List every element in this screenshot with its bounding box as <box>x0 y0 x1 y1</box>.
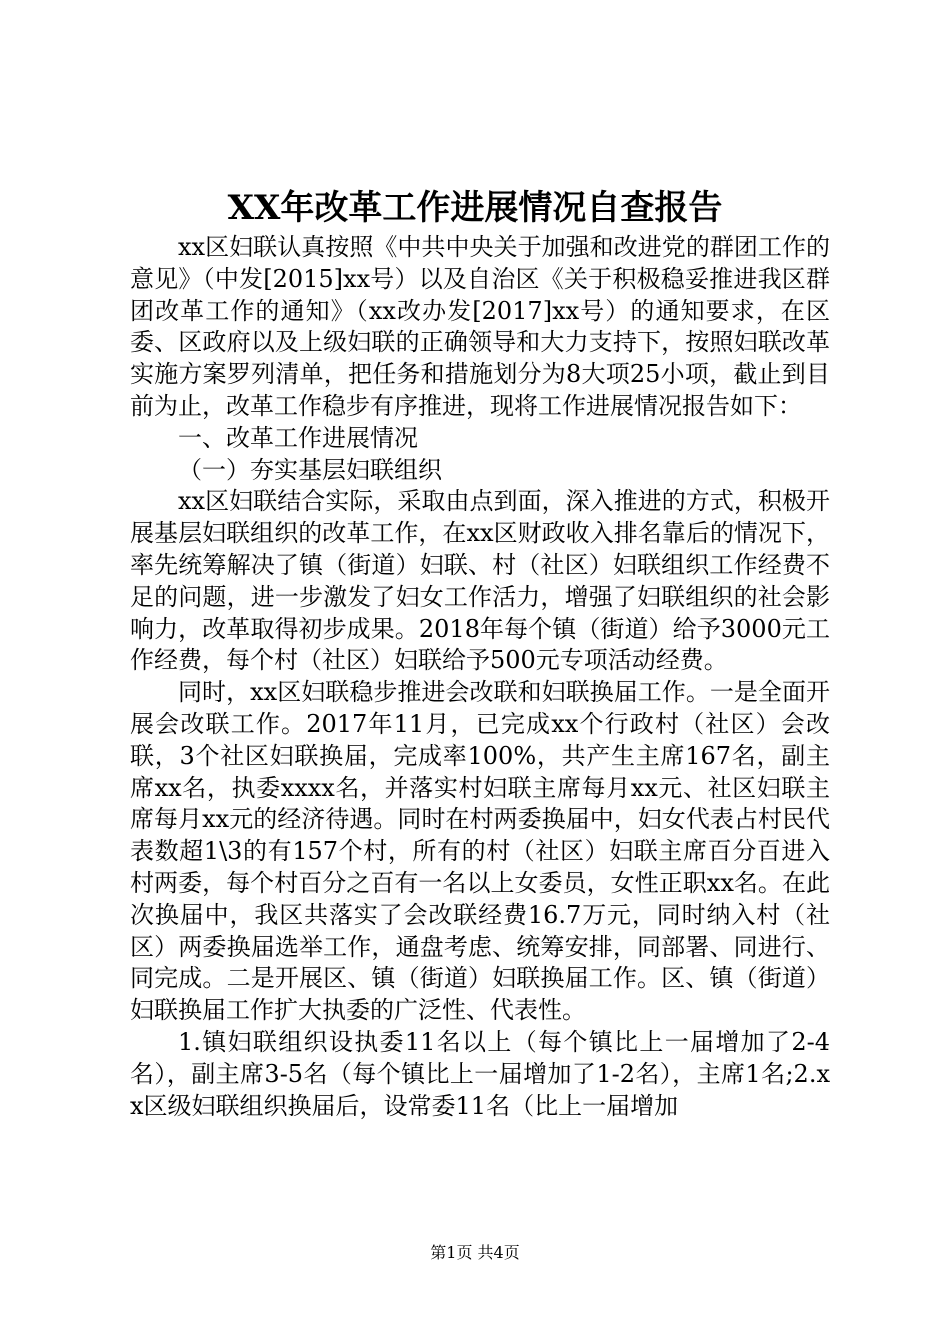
paragraph-reform-election: 同时，xx区妇联稳步推进会改联和妇联换届工作。一是全面开展会改联工作。2017年11月，已完成xx个行政村（社区）会改联，3个社区妇联换届，完成率100%，共产生主席167名，副主席xx名，执委xxxx名，并落实村妇联主席每月xx元、社区妇联主席每月xx元的经济待遇。同时在村两委换届中，妇女代表占村民代表数超1\3的有157个村，所有的村（社区）妇联主席百分百进入村两委，每个村百分之百有一名以上女委员，女性正职xx名。在此次换届中，我区共落实了会改联经费16.7万元，同时纳入村（社区）两委换届选举工作，通盘考虑、统筹安排，同部署、同进行、同完成。二是开展区、镇（街道）妇联换届工作。区、镇（街道）妇联换届工作扩大执委的广泛性、代表性。 <box>130 678 830 1025</box>
subsection-heading: （一）夯实基层妇联组织 <box>178 455 442 484</box>
document-body <box>130 232 830 1122</box>
page-footer: 第1页 共4页 <box>430 1243 520 1262</box>
document-title: XX年改革工作进展情况自查报告 <box>227 188 723 228</box>
section-heading: 一、改革工作进展情况 <box>178 423 418 452</box>
paragraph-list-items: 1.镇妇联组织设执委11名以上（每个镇比上一届增加了2-4名），副主席3-5名（每个镇比上一届增加了1-2名），主席1名;2.xx区级妇联组织换届后，设常委11名（比上一届增加 <box>130 1027 830 1120</box>
paragraph-grassroots: xx区妇联结合实际，采取由点到面，深入推进的方式，积极开展基层妇联组织的改革工作，在xx区财政收入排名靠后的情况下，率先统筹解决了镇（街道）妇联、村（社区）妇联组织工作经费不足的问题，进一步激发了妇女工作活力，增强了妇联组织的社会影响力，改革取得初步成果。2018年每个镇（街道）给予3000元工作经费，每个村（社区）妇联给予500元专项活动经费。 <box>130 487 830 675</box>
paragraph-intro: xx区妇联认真按照《中共中央关于加强和改进党的群团工作的意见》（中发[2015]xx号）以及自治区《关于积极稳妥推进我区群团改革工作的通知》（xx改办发[2017]xx号）的通知要求，在区委、区政府以及上级妇联的正确领导和大力支持下，按照妇联改革实施方案罗列清单，把任务和措施划分为8大项25小项，截止到目前为止，改革工作稳步有序推进，现将工作进展情况报告如下： <box>130 233 830 420</box>
